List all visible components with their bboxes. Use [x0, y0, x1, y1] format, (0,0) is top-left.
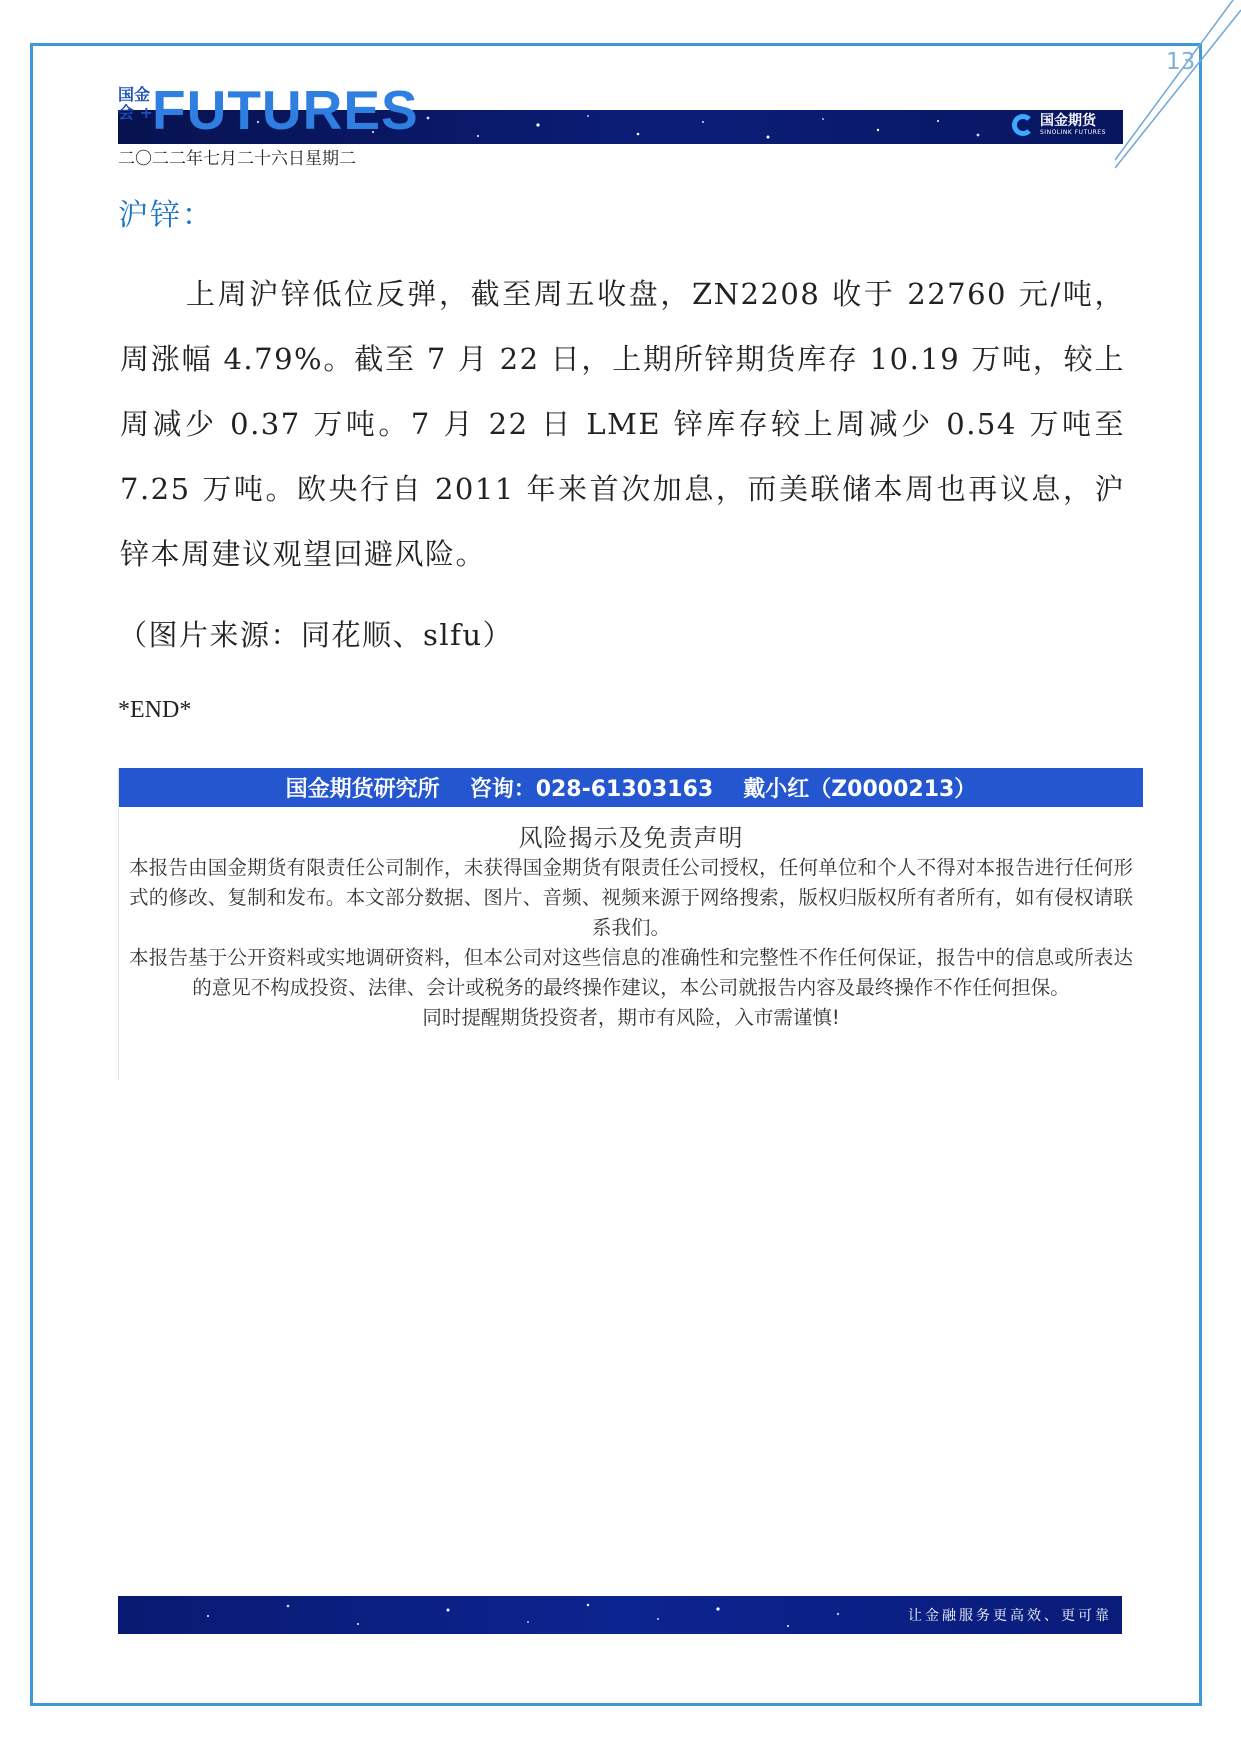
logo-chinese-chars: 国金 会 + [118, 85, 153, 122]
end-marker: *END* [118, 697, 192, 723]
brand-english: SINOLINK FUTURES [1040, 129, 1106, 136]
corner-decoration [1115, 0, 1241, 175]
logo-futures-word: FUTURES [152, 79, 419, 141]
section-title: 沪锌： [118, 198, 214, 233]
disclaimer-warning: 同时提醒期货投资者，期市有风险，入市需谨慎! [422, 1006, 840, 1029]
footer-slogan: 让金融服务更高效、更可靠 [908, 1608, 1112, 1624]
body-paragraph: 上周沪锌低位反弹，截至周五收盘，ZN2208 收于 22760 元/吨，周涨幅 4.79%。截至 7 月 22 日，上期所锌期货库存 10.19 万吨，较上周减少 0.37 万吨。7 月 22 日 LME 锌库存较上周减少 0.54 万吨至 7.25 万吨。欧央行自 2011 年来首次加息，而美联储本周也再议息，沪锌本周建议观望回避风险。 [120, 277, 1125, 571]
image-source-note: （图片来源：同花顺、slfu） [118, 618, 514, 652]
disclaimer-paragraph-1: 本报告由国金期货有限责任公司制作，未获得国金期货有限责任公司授权，任何单位和个人不得对本报告进行任何形式的修改、复制和发布。本文部分数据、图片、音频、视频来源于网络搜索，版权归版权所有者所有，如有侵权请联系我们。 [129, 856, 1133, 939]
page-number: 13 [1166, 49, 1196, 75]
brand-mark-icon [1012, 114, 1034, 136]
disclaimer-paragraph-2: 本报告基于公开资料或实地调研资料，但本公司对这些信息的准确性和完整性不作任何保证，报告中的信息或所表达的意见不构成投资、法律、会计或税务的最终操作建议，本公司就报告内容及最终操作不作任何担保。 [129, 946, 1133, 999]
brand-name: 国金期货 [1040, 113, 1096, 129]
brand-logo [1012, 113, 1106, 137]
footer-banner [118, 1596, 1122, 1634]
disclaimer-box [118, 768, 1143, 1080]
disclaimer-header [119, 768, 1143, 807]
consult-phone: 咨询：028-61303163 [469, 777, 714, 802]
analyst-name: 戴小红（Z0000213） [743, 777, 977, 802]
institute-name: 国金期货研究所 [285, 777, 440, 802]
report-date: 二〇二二年七月二十六日星期二 [118, 149, 356, 169]
disclaimer-title: 风险揭示及免责声明 [518, 824, 744, 852]
